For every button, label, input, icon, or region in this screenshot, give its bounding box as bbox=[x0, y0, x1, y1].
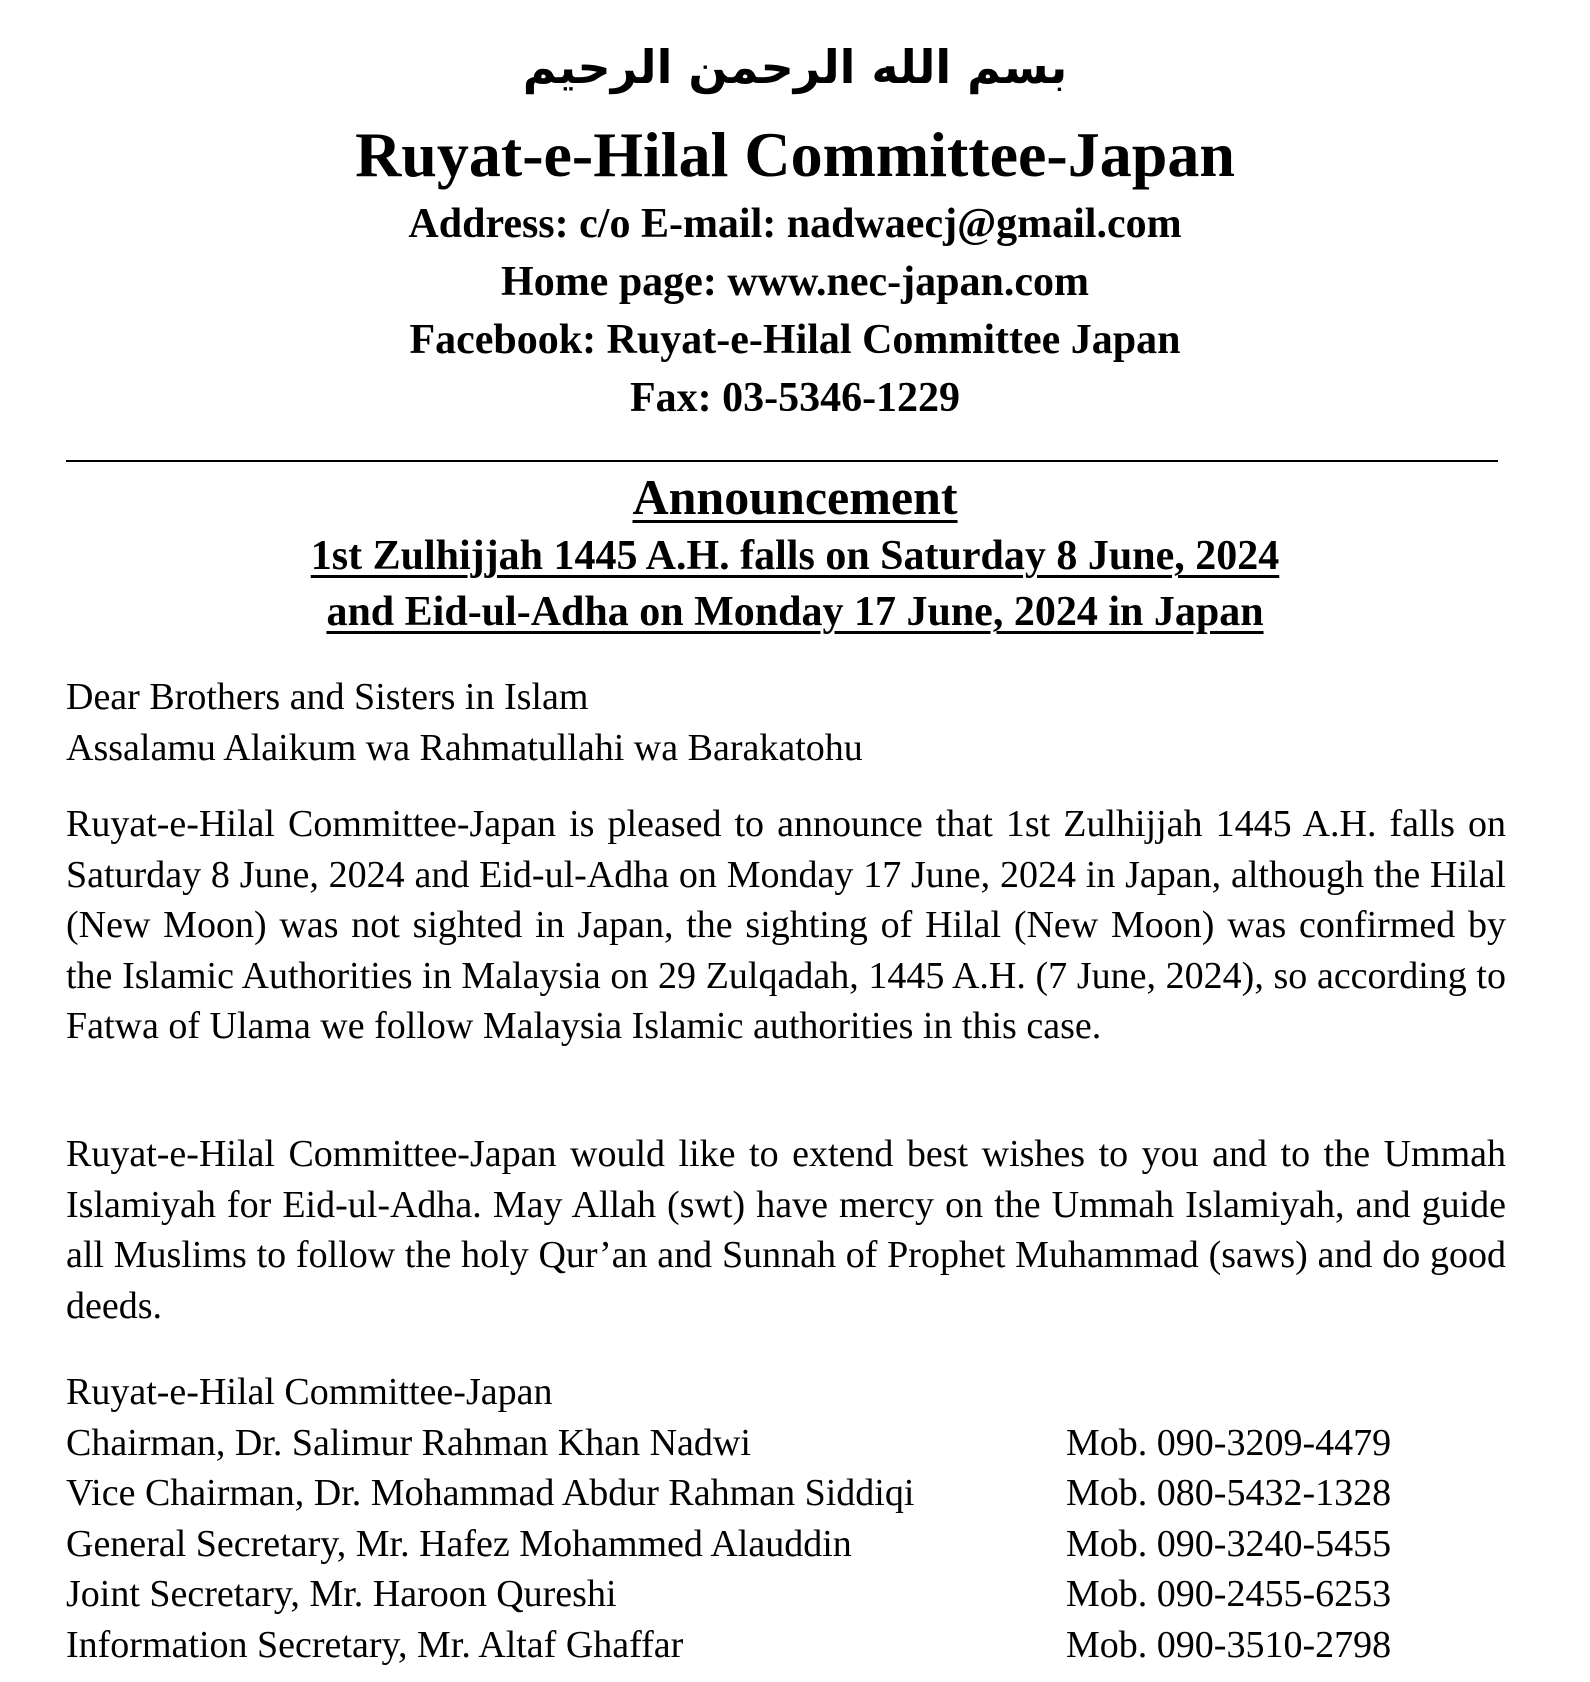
member-mobile: Mob. 080-5432-1328 bbox=[1066, 1472, 1392, 1514]
signature-organization: Ruyat-e-Hilal Committee-Japan bbox=[66, 1371, 553, 1413]
member-role-name: Joint Secretary, Mr. Haroon Qureshi bbox=[66, 1573, 617, 1615]
member-row bbox=[66, 1468, 1506, 1519]
member-role-name: General Secretary, Mr. Hafez Mohammed Alauddin bbox=[66, 1522, 852, 1565]
greeting-line2: Assalamu Alaikum wa Rahmatullahi wa Barakatohu bbox=[66, 726, 863, 769]
organization-title: Ruyat-e-Hilal Committee-Japan bbox=[355, 119, 1235, 190]
member-row bbox=[66, 1418, 1506, 1469]
member-role-name: Chairman, Dr. Salimur Rahman Khan Nadwi bbox=[66, 1421, 751, 1464]
body-paragraph-1: Ruyat-e-Hilal Committee-Japan is pleased to announce that 1st Zulhijjah 1445 A.H. falls on Saturday 8 June, 2024 and Eid-ul-Adha on Monday 17 June, 2024 in Japan, although the Hilal (New Moon) was not sighted in Japan, the sighting of Hilal (New Moon) was confirmed by the Islamic Authorities in Malaysia on 29 Zulqadah, 1445 A.H. (7 June, 2024), so according to Fatwa of Ulama we follow Malaysia Islamic authorities in this case. bbox=[66, 803, 1506, 1047]
header-divider bbox=[66, 460, 1498, 462]
greeting-line1: Dear Brothers and Sisters in Islam bbox=[66, 676, 589, 718]
bismillah-heading: بسم الله الرحمن الرحيم bbox=[522, 40, 1068, 94]
member-row bbox=[66, 1620, 1506, 1671]
member-mobile: Mob. 090-3209-4479 bbox=[1066, 1421, 1392, 1464]
contact-home-page: Home page: www.nec-japan.com bbox=[501, 259, 1089, 305]
announcement-headline-line2: and Eid-ul-Adha on Monday 17 June, 2024 in Japan bbox=[326, 589, 1264, 635]
body-paragraph-2: Ruyat-e-Hilal Committee-Japan would like to extend best wishes to you and to the Ummah Islamiyah for Eid-ul-Adha. May Allah (swt) have mercy on the Ummah Islamiyah, and guide all Muslims to follow the holy Qur’an and Sunnah of Prophet Muhammad (saws) and do good deeds. bbox=[66, 1133, 1506, 1327]
contact-facebook: Facebook: Ruyat-e-Hilal Committee Japan bbox=[409, 317, 1181, 363]
signature-block bbox=[66, 1367, 1506, 1670]
contact-fax: Fax: 03-5346-1229 bbox=[629, 375, 961, 421]
greeting bbox=[66, 672, 1506, 773]
member-row bbox=[66, 1569, 1506, 1620]
member-role-name: Information Secretary, Mr. Altaf Ghaffar bbox=[66, 1623, 684, 1666]
member-mobile: Mob. 090-3510-2798 bbox=[1066, 1623, 1392, 1666]
announcement-title: Announcement bbox=[632, 469, 958, 525]
member-mobile: Mob. 090-2455-6253 bbox=[1066, 1573, 1392, 1615]
member-row bbox=[66, 1519, 1506, 1570]
contact-address: Address: c/o E-mail: nadwaecj@gmail.com bbox=[408, 201, 1182, 247]
announcement-headline-line1: 1st Zulhijjah 1445 A.H. falls on Saturday 8 June, 2024 bbox=[310, 533, 1280, 579]
member-role-name: Vice Chairman, Dr. Mohammad Abdur Rahman Siddiqi bbox=[66, 1472, 915, 1514]
member-mobile: Mob. 090-3240-5455 bbox=[1066, 1522, 1392, 1565]
